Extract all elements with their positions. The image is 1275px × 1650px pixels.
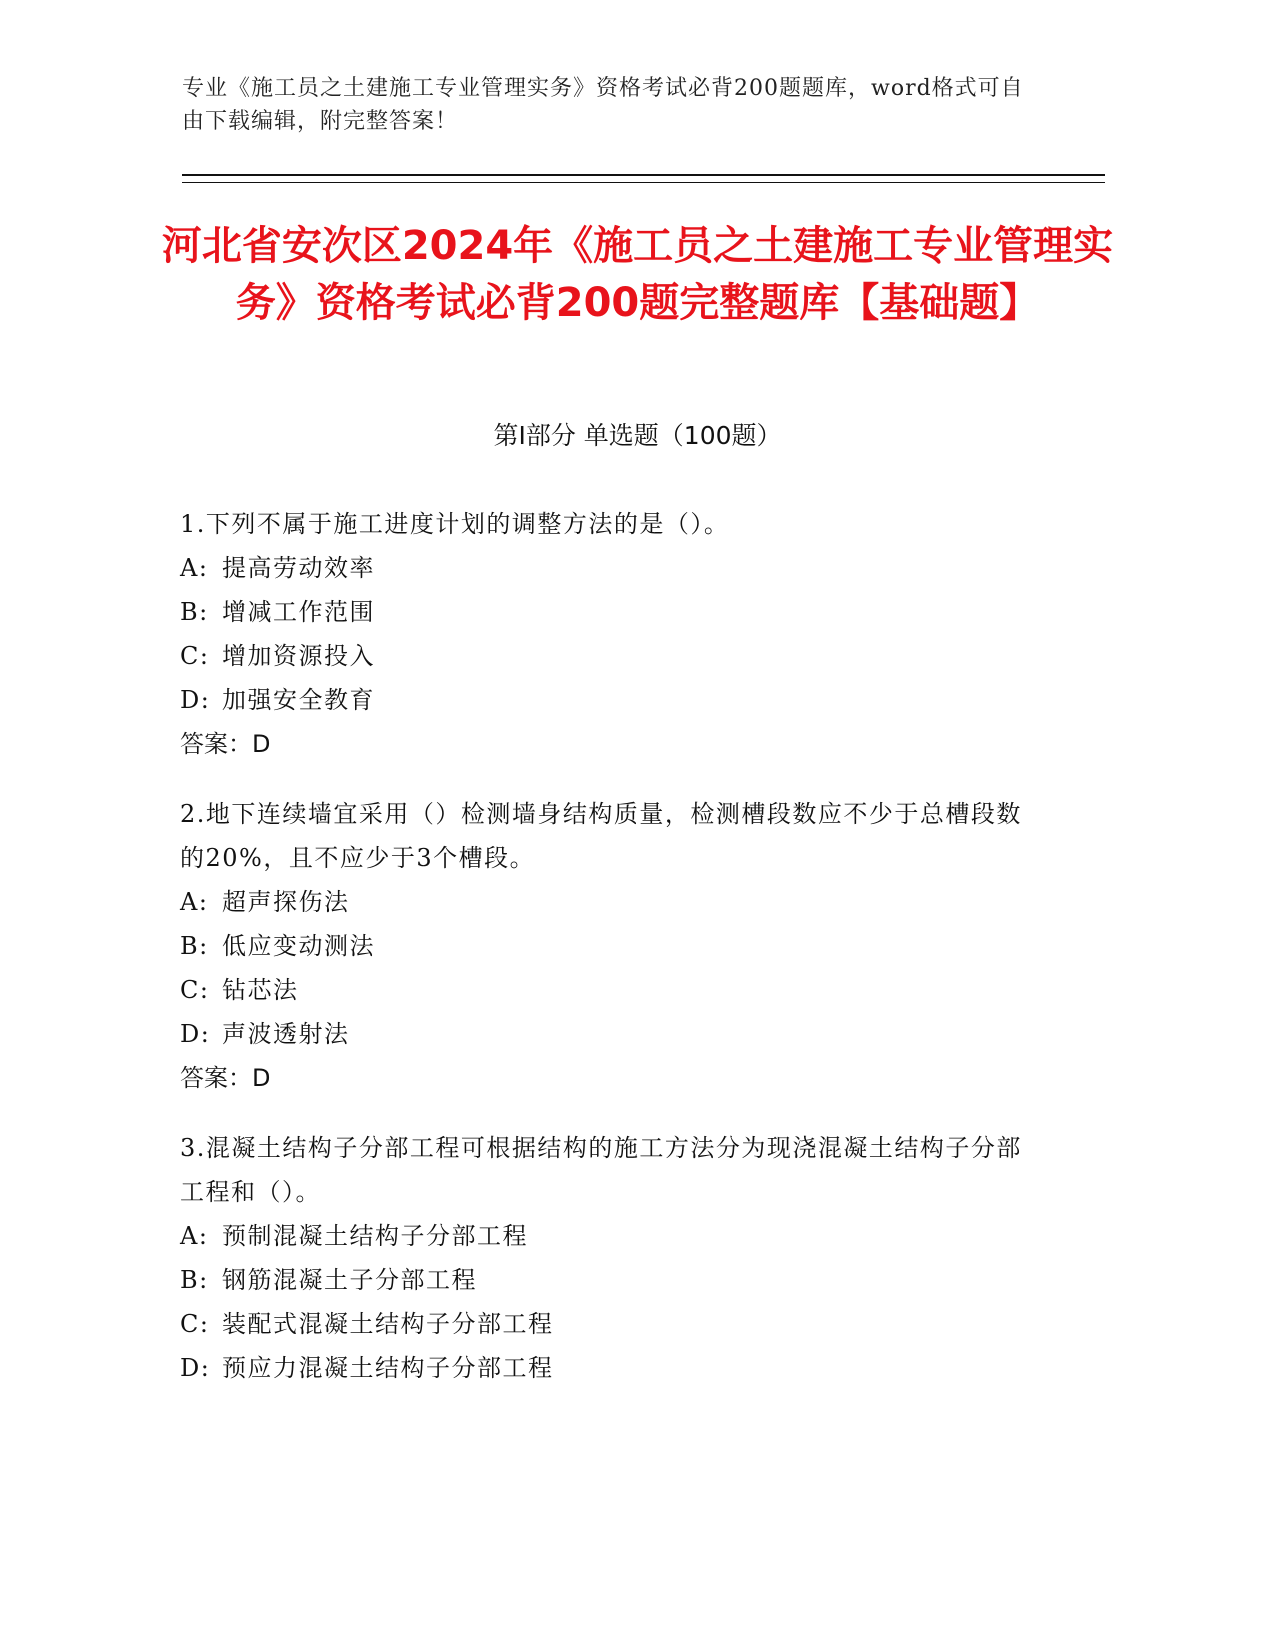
question-stem: 3.混凝土结构子分部工程可根据结构的施工方法分为现浇混凝土结构子分部工程和（）。 (180, 1134, 1022, 1206)
question-list (180, 502, 1025, 1416)
section-title: 第I部分 单选题（100题） (493, 421, 782, 450)
option-text: 钻芯法 (222, 976, 299, 1004)
question-3 (180, 1126, 1025, 1390)
question-stem: 1.下列不属于施工进度计划的调整方法的是（）。 (180, 510, 730, 538)
option-a (180, 546, 1025, 590)
option-text: 装配式混凝土结构子分部工程 (222, 1310, 554, 1338)
option-key: D: (180, 686, 211, 714)
option-text: 预制混凝土结构子分部工程 (222, 1222, 528, 1250)
option-text: 增加资源投入 (222, 642, 375, 670)
option-d (180, 1012, 1025, 1056)
option-key: C: (180, 642, 210, 670)
question-1 (180, 502, 1025, 766)
option-key: D: (180, 1020, 211, 1048)
option-key: B: (180, 932, 209, 960)
question-stem: 2.地下连续墙宜采用（）检测墙身结构质量，检测槽段数应不少于总槽段数的20%，且不应少于3个槽段。 (180, 800, 1022, 872)
answer-line: 答案：D (180, 730, 271, 758)
option-text: 低应变动测法 (222, 932, 375, 960)
document-title: 河北省安次区2024年《施工员之土建施工专业管理实务》资格考试必背200题完整题库【基础题】 (161, 223, 1114, 326)
option-key: C: (180, 976, 210, 1004)
option-text: 钢筋混凝土子分部工程 (222, 1266, 477, 1294)
option-key: D: (180, 1354, 211, 1382)
option-text: 增减工作范围 (222, 598, 375, 626)
option-key: A: (180, 888, 209, 916)
question-2 (180, 792, 1025, 1100)
option-key: A: (180, 554, 209, 582)
option-d (180, 678, 1025, 722)
option-c (180, 968, 1025, 1012)
option-b (180, 1258, 1025, 1302)
option-key: C: (180, 1310, 210, 1338)
option-key: B: (180, 1266, 209, 1294)
option-c (180, 634, 1025, 678)
option-b (180, 590, 1025, 634)
option-text: 超声探伤法 (222, 888, 350, 916)
option-d (180, 1346, 1025, 1390)
option-text: 预应力混凝土结构子分部工程 (222, 1354, 554, 1382)
option-c (180, 1302, 1025, 1346)
option-b (180, 924, 1025, 968)
option-key: A: (180, 1222, 209, 1250)
option-key: B: (180, 598, 209, 626)
option-a (180, 1214, 1025, 1258)
option-text: 提高劳动效率 (222, 554, 375, 582)
header-note: 专业《施工员之土建施工专业管理实务》资格考试必背200题题库，word格式可自由下载编辑，附完整答案！ (182, 76, 1024, 134)
header-divider (182, 174, 1105, 183)
answer-line: 答案：D (180, 1064, 271, 1092)
option-text: 声波透射法 (222, 1020, 350, 1048)
option-text: 加强安全教育 (222, 686, 375, 714)
option-a (180, 880, 1025, 924)
